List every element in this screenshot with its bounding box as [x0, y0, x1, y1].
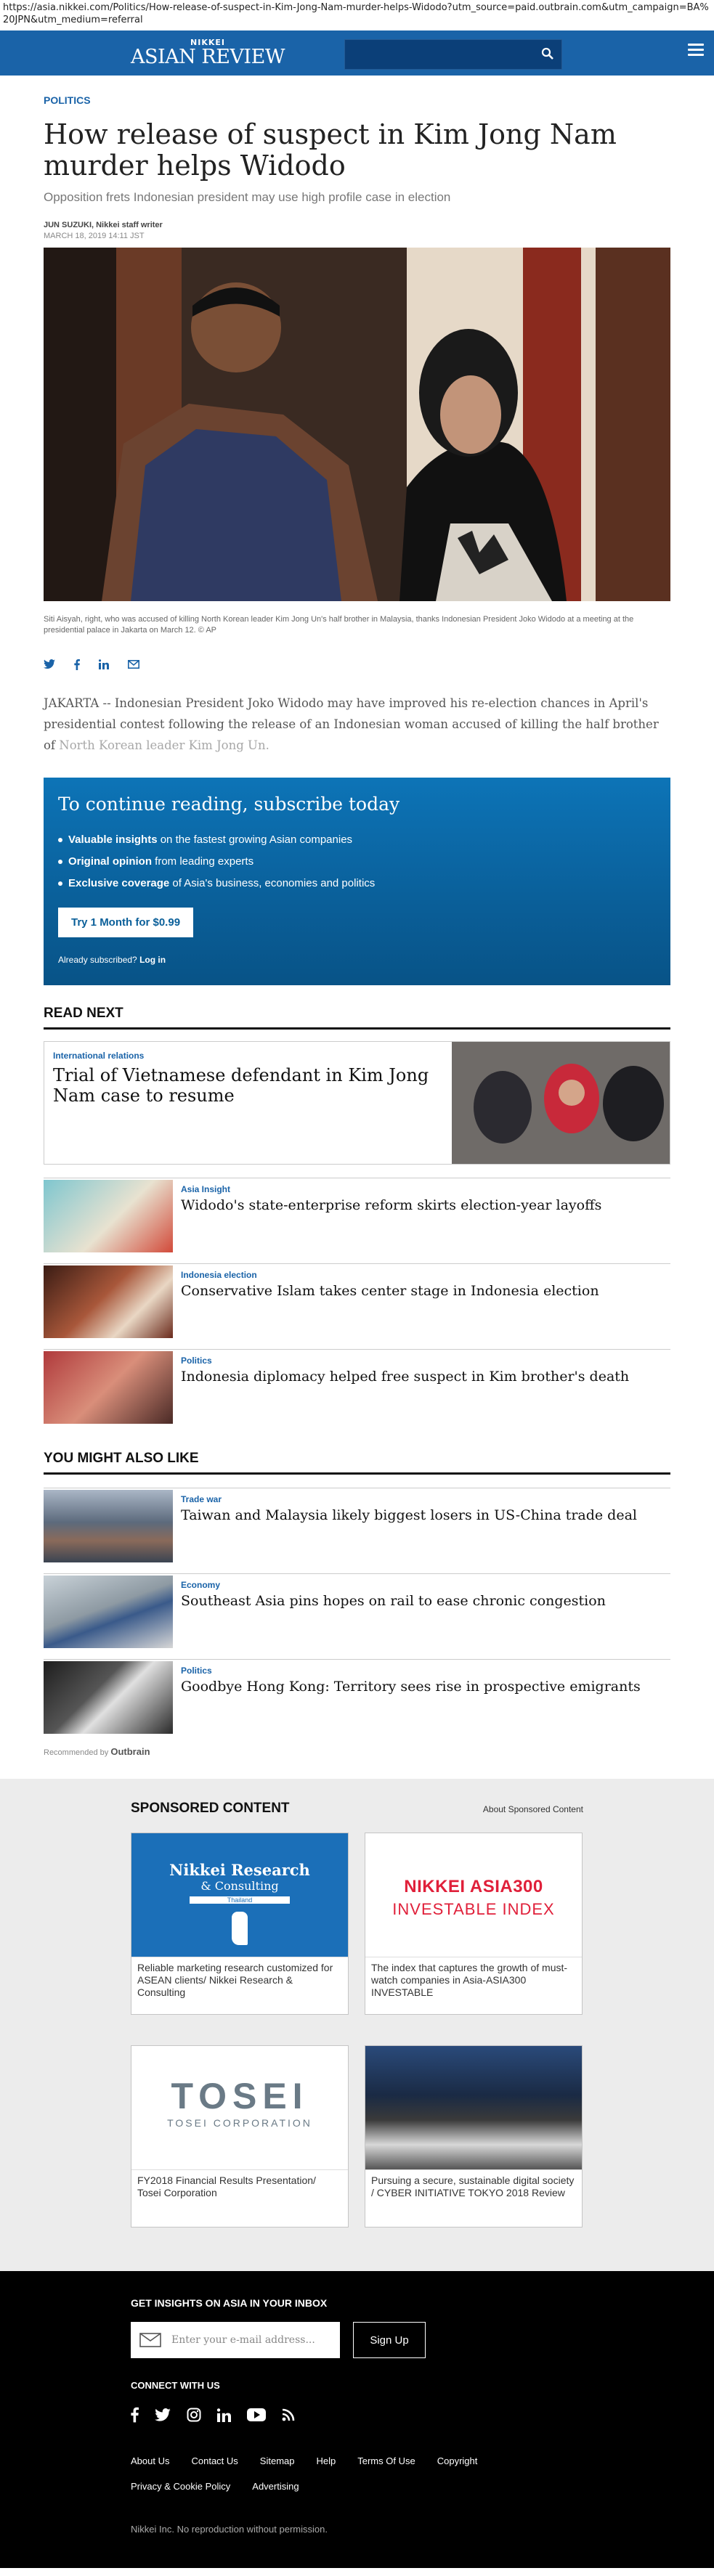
- sponsored-text[interactable]: FY2018 Financial Results Presentation/ Tosei Corporation: [131, 2169, 348, 2204]
- rss-icon[interactable]: [282, 2408, 295, 2425]
- story-thumbnail[interactable]: [44, 1180, 173, 1252]
- sponsored-content: [0, 1779, 714, 2271]
- footer-link-sitemap[interactable]: Sitemap: [259, 2455, 295, 2466]
- connect-heading: CONNECT WITH US: [131, 2380, 220, 2391]
- also-like-heading: YOU MIGHT ALSO LIKE: [44, 1451, 670, 1475]
- footer-link-privacy[interactable]: Privacy & Cookie Policy: [131, 2481, 231, 2492]
- story-thumbnail[interactable]: [44, 1265, 173, 1338]
- story-item[interactable]: [44, 1178, 670, 1250]
- footer-links: [131, 2455, 537, 2492]
- facebook-icon[interactable]: [131, 2407, 139, 2426]
- browser-url[interactable]: https://asia.nikkei.com/Politics/How-release-of-suspect-in-Kim-Jong-Nam-murder-helps-Widodo?utm_source=paid.outbrain.com&utm_campaign=BA%20JPN&utm_medium=referral: [0, 0, 714, 30]
- site-logo[interactable]: [131, 38, 285, 68]
- subscribe-box: [44, 778, 670, 985]
- footer-link-copyright[interactable]: Copyright: [437, 2455, 478, 2466]
- signup-button[interactable]: Sign Up: [353, 2322, 426, 2358]
- story-thumbnail[interactable]: [44, 1661, 173, 1734]
- section-label[interactable]: POLITICS: [44, 94, 91, 106]
- sponsored-card[interactable]: [365, 2045, 583, 2227]
- sponsored-card[interactable]: [365, 1833, 583, 2015]
- login-link[interactable]: Log in: [139, 955, 166, 965]
- read-next-heading: READ NEXT: [44, 1006, 670, 1030]
- hero-photo-illustration: [44, 248, 670, 601]
- article-body: [44, 693, 670, 756]
- photo-caption: Siti Aisyah, right, who was accused of killing North Korean leader Kim Jong Un's half brother in Malaysia, thanks Indonesian President Joko Widodo at a meeting at the presidential palace in Jakarta on March 12. © AP: [44, 615, 634, 635]
- hero-photo: [44, 248, 670, 601]
- trial-button[interactable]: Try 1 Month for $0.99: [58, 908, 193, 937]
- sponsored-text[interactable]: The index that captures the growth of must-watch companies in Asia-ASIA300 INVESTABLE: [365, 1957, 582, 2003]
- featured-story[interactable]: [44, 1041, 670, 1165]
- article-body-main: JAKARTA -- Indonesian President Joko Widodo may have improved his re-election chances in April's presidential contest following the release of an Indonesian woman accused of killing the half brother of: [44, 696, 659, 752]
- about-sponsored-link[interactable]: About Sponsored Content: [482, 1804, 583, 1814]
- subscribe-benefit: Exclusive coverage of Asia's business, economies and politics: [58, 877, 656, 889]
- linkedin-icon[interactable]: [217, 2408, 231, 2426]
- top-nav: [0, 30, 714, 76]
- story-title[interactable]: Indonesia diplomacy helped free suspect in Kim brother's death: [181, 1369, 630, 1385]
- story-title[interactable]: Taiwan and Malaysia likely biggest losers in US-China trade deal: [181, 1507, 637, 1523]
- copyright-notice: Nikkei Inc. No reproduction without permission.: [131, 2524, 328, 2535]
- story-title[interactable]: Widodo's state-enterprise reform skirts election-year layoffs: [181, 1197, 602, 1213]
- story-tag[interactable]: Politics: [181, 1666, 212, 1676]
- social-links: [131, 2407, 583, 2426]
- sponsored-card[interactable]: [131, 1833, 349, 2015]
- logo-top: NIKKEI: [190, 38, 225, 47]
- dateline: MARCH 18, 2019 14:11 JST: [44, 232, 145, 240]
- instagram-icon[interactable]: [187, 2408, 201, 2426]
- outbrain-credit[interactable]: Recommended by Outbrain: [44, 1746, 150, 1757]
- sponsored-text[interactable]: Reliable marketing research customized for ASEAN clients/ Nikkei Research & Consulting: [131, 1957, 348, 2003]
- sponsored-image[interactable]: [365, 2046, 582, 2169]
- story-title[interactable]: Trial of Vietnamese defendant in Kim Jong Nam case to resume: [53, 1065, 429, 1106]
- story-thumbnail[interactable]: [452, 1042, 670, 1164]
- story-item[interactable]: [44, 1349, 670, 1422]
- email-field[interactable]: [131, 2322, 340, 2358]
- search-input[interactable]: [344, 39, 562, 70]
- story-tag[interactable]: Asia Insight: [181, 1184, 231, 1194]
- sponsored-image[interactable]: Nikkei Research & Consulting Thailand: [131, 1833, 348, 1957]
- subheadline: Opposition frets Indonesian president may use high profile case in election: [44, 190, 451, 204]
- envelope-icon: [139, 2333, 161, 2347]
- logo-main: ASIAN REVIEW: [131, 46, 285, 68]
- email-icon[interactable]: [128, 660, 139, 669]
- story-tag[interactable]: International relations: [53, 1051, 145, 1061]
- story-tag[interactable]: Trade war: [181, 1494, 222, 1504]
- footer-link-terms[interactable]: Terms Of Use: [357, 2455, 415, 2466]
- sponsored-text[interactable]: Pursuing a secure, sustainable digital society / CYBER INITIATIVE TOKYO 2018 Review: [365, 2169, 582, 2204]
- search-icon[interactable]: [541, 47, 554, 64]
- subscribe-title: To continue reading, subscribe today: [58, 794, 400, 815]
- sponsored-image[interactable]: NIKKEI ASIA300 INVESTABLE INDEX: [365, 1833, 582, 1957]
- already-subscribed: Already subscribed? Log in: [58, 955, 166, 965]
- story-title[interactable]: Conservative Islam takes center stage in Indonesia election: [181, 1283, 599, 1299]
- footer-link-about[interactable]: About Us: [131, 2455, 170, 2466]
- byline: JUN SUZUKI, Nikkei staff writer: [44, 221, 163, 229]
- headline: How release of suspect in Kim Jong Nam murder helps Widodo: [44, 118, 617, 182]
- subscribe-benefit: Valuable insights on the fastest growing Asian companies: [58, 833, 656, 846]
- sponsored-image[interactable]: TOSEI TOSEI CORPORATION: [131, 2046, 348, 2169]
- story-tag[interactable]: Indonesia election: [181, 1270, 257, 1280]
- story-tag[interactable]: Economy: [181, 1580, 221, 1590]
- footer-link-help[interactable]: Help: [316, 2455, 336, 2466]
- footer-link-contact[interactable]: Contact Us: [191, 2455, 238, 2466]
- story-thumbnail[interactable]: [44, 1351, 173, 1424]
- story-item[interactable]: [44, 1659, 670, 1732]
- subscribe-benefit: Original opinion from leading experts: [58, 855, 656, 868]
- email-placeholder: Enter your e-mail address...: [171, 2334, 315, 2346]
- sponsored-card[interactable]: [131, 2045, 349, 2227]
- story-tag[interactable]: Politics: [181, 1356, 212, 1366]
- story-item[interactable]: [44, 1263, 670, 1336]
- share-bar: [44, 658, 670, 671]
- article-body-faded: North Korean leader Kim Jong Un.: [59, 738, 269, 752]
- story-item[interactable]: [44, 1573, 670, 1646]
- story-item[interactable]: [44, 1488, 670, 1560]
- story-title[interactable]: Goodbye Hong Kong: Territory sees rise in prospective emigrants: [181, 1679, 641, 1695]
- story-thumbnail[interactable]: [44, 1576, 173, 1648]
- sponsored-heading: SPONSORED CONTENT: [131, 1801, 290, 1816]
- story-thumbnail[interactable]: [44, 1490, 173, 1562]
- map-icon: [232, 1912, 248, 1945]
- story-title[interactable]: Southeast Asia pins hopes on rail to ease chronic congestion: [181, 1593, 606, 1609]
- linkedin-icon[interactable]: [99, 659, 109, 669]
- newsletter-title: GET INSIGHTS ON ASIA IN YOUR INBOX: [131, 2297, 328, 2309]
- twitter-icon[interactable]: [155, 2408, 171, 2426]
- menu-icon[interactable]: [688, 44, 704, 57]
- footer-link-advertising[interactable]: Advertising: [252, 2481, 299, 2492]
- facebook-icon[interactable]: [74, 659, 80, 670]
- youtube-icon[interactable]: [247, 2408, 266, 2425]
- twitter-icon[interactable]: [44, 659, 55, 669]
- footer: [0, 2271, 714, 2568]
- outbrain-logo: Outbrain: [110, 1746, 150, 1757]
